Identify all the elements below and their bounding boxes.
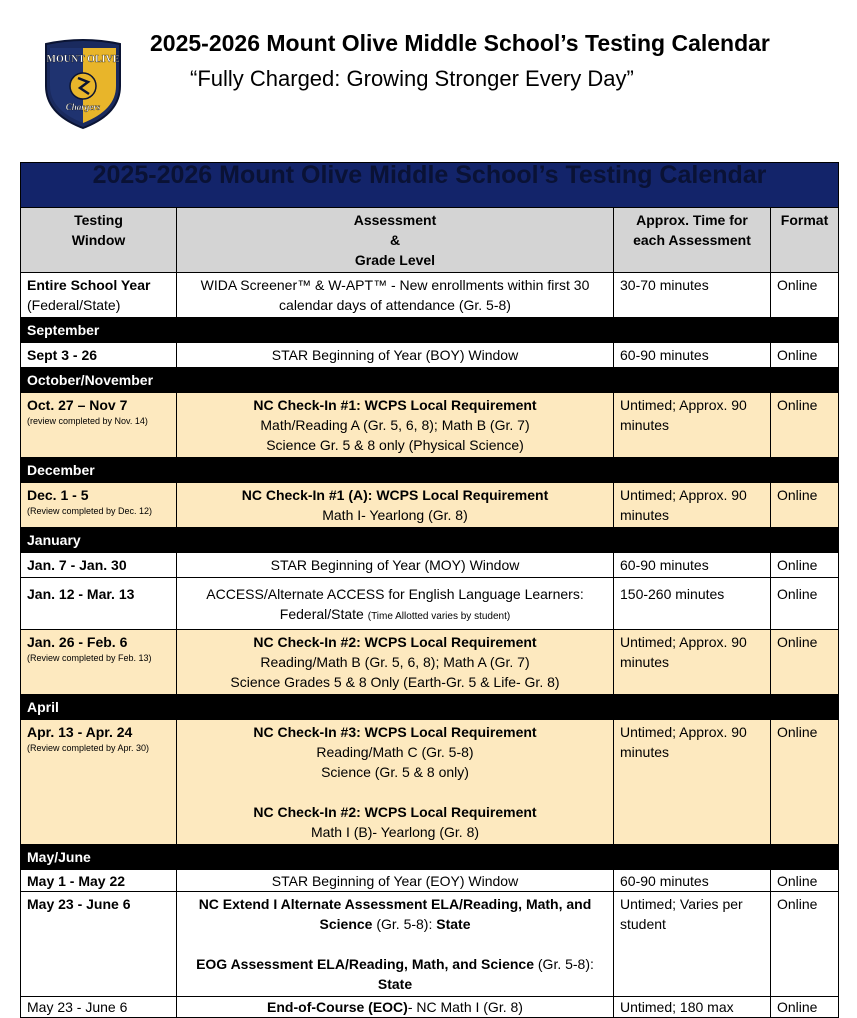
time-cell: Untimed; Approx. 90 minutes	[614, 720, 771, 845]
month-label: December	[21, 458, 839, 483]
assessment-cell: STAR Beginning of Year (EOY) Window	[177, 870, 614, 892]
window-note: (review completed by Nov. 14)	[27, 416, 148, 426]
assessment-line: Science (Gr. 5 & 8 only)	[321, 764, 469, 780]
header-format: Format	[771, 208, 839, 273]
month-row-april	[21, 695, 839, 720]
table-row	[21, 553, 839, 578]
month-label: May/June	[21, 845, 839, 870]
logo-text-top: MOUNT OLIVE	[46, 54, 120, 65]
testing-calendar-table	[20, 162, 839, 1018]
assessment-cell	[177, 720, 614, 845]
assessment-line: Reading/Math B (Gr. 5, 6, 8); Math A (Gr. 7)	[260, 654, 530, 670]
time-cell: Untimed; Approx. 90 minutes	[614, 393, 771, 458]
page-title: 2025-2026 Mount Olive Middle School’s Testing Calendar	[150, 30, 770, 56]
window-note: (Review completed by Apr. 30)	[27, 743, 150, 753]
assessment-line: Math I (B)- Yearlong (Gr. 8)	[310, 824, 480, 840]
header-window-line2: Window	[71, 232, 126, 248]
month-label: September	[21, 318, 839, 343]
table-banner: 2025-2026 Mount Olive Middle School’s Testing Calendar	[21, 163, 839, 208]
assessment-line: Science Gr. 5 & 8 only (Physical Science)	[266, 437, 524, 453]
assessment-cell: WIDA Screener™ & W-APT™ - New enrollments within first 30 calendar days of attendance (Gr. 5-8)	[177, 273, 614, 318]
table-row	[21, 630, 839, 695]
assessment-title: End-of-Course (EOC)	[267, 999, 408, 1015]
time-cell: Untimed; Varies per student	[614, 892, 771, 997]
window-cell: Oct. 27 – Nov 7	[27, 397, 128, 413]
school-logo-shield	[42, 38, 124, 130]
time-cell: Untimed; 180 max	[614, 997, 771, 1018]
header-time-line2: each Assessment	[633, 232, 751, 248]
assessment-title: NC Check-In #1: WCPS Local Requirement	[253, 397, 537, 413]
assessment-cell	[177, 892, 614, 997]
time-cell: 30-70 minutes	[614, 273, 771, 318]
window-cell: Sept 3 - 26	[21, 343, 177, 368]
format-cell: Online	[771, 393, 839, 458]
assessment-title: NC Check-In #2: WCPS Local Requirement	[253, 634, 537, 650]
assessment-cell	[177, 630, 614, 695]
month-label: April	[21, 695, 839, 720]
window-note: (Review completed by Dec. 12)	[27, 506, 153, 516]
assessment-line: Math/Reading A (Gr. 5, 6, 8); Math B (Gr. 7)	[260, 417, 530, 433]
window-cell: Jan. 12 - Mar. 13	[21, 578, 177, 630]
assessment-grade: (Gr. 5-8):	[534, 956, 594, 972]
month-row-october-november	[21, 368, 839, 393]
logo-text-bottom: Chargers	[65, 102, 101, 112]
time-cell: 150-260 minutes	[614, 578, 771, 630]
header-time-line1: Approx. Time for	[636, 212, 748, 228]
window-cell: Dec. 1 - 5	[27, 487, 89, 503]
format-cell: Online	[771, 892, 839, 997]
format-cell: Online	[771, 630, 839, 695]
format-cell: Online	[771, 343, 839, 368]
assessment-line: Science Grades 5 & 8 Only (Earth-Gr. 5 & Life- Gr. 8)	[230, 674, 560, 690]
table-row	[21, 393, 839, 458]
assessment-cell: STAR Beginning of Year (BOY) Window	[177, 343, 614, 368]
assessment-title: NC Check-In #2: WCPS Local Requirement	[253, 804, 537, 820]
assessment-level: State	[436, 916, 471, 932]
assessment-line: Math I- Yearlong (Gr. 8)	[322, 507, 468, 523]
table-header-row	[21, 208, 839, 273]
time-cell: Untimed; Approx. 90 minutes	[614, 483, 771, 528]
window-cell: Apr. 13 - Apr. 24	[27, 724, 133, 740]
assessment-cell	[177, 483, 614, 528]
assessment-title: EOG Assessment ELA/Reading, Math, and Science	[196, 956, 534, 972]
header-testing-window	[21, 208, 177, 273]
time-cell: Untimed; Approx. 90 minutes	[614, 630, 771, 695]
table-row	[21, 343, 839, 368]
format-cell: Online	[771, 720, 839, 845]
month-row-january	[21, 528, 839, 553]
format-cell: Online	[771, 870, 839, 892]
header-assessment-line3: Grade Level	[354, 252, 436, 268]
page-subtitle: “Fully Charged: Growing Stronger Every Day”	[190, 66, 634, 91]
header-assessment	[177, 208, 614, 273]
month-row-may-june	[21, 845, 839, 870]
assessment-cell: STAR Beginning of Year (MOY) Window	[177, 553, 614, 578]
assessment-title: NC Extend I Alternate Assessment ELA/Reading, Math, and Science	[198, 896, 592, 932]
format-cell: Online	[771, 553, 839, 578]
assessment-title: NC Check-In #1 (A): WCPS Local Requirement	[241, 487, 549, 503]
window-cell: May 23 - June 6	[21, 892, 177, 997]
table-row	[21, 483, 839, 528]
assessment-line: Federal/State	[279, 606, 364, 622]
assessment-line: ACCESS/Alternate ACCESS for English Language Learners:	[206, 586, 584, 602]
month-row-december	[21, 458, 839, 483]
window-note: (Federal/State)	[27, 297, 121, 313]
table-banner-row	[21, 163, 839, 208]
assessment-grade: (Gr. 5-8):	[372, 916, 437, 932]
assessment-note: (Time Allotted varies by student)	[367, 611, 511, 622]
table-row	[21, 870, 839, 892]
time-cell: 60-90 minutes	[614, 343, 771, 368]
table-row	[21, 720, 839, 845]
table-row	[21, 273, 839, 318]
assessment-cell	[177, 393, 614, 458]
window-note: (Review completed by Feb. 13)	[27, 653, 152, 663]
format-cell: Online	[771, 997, 839, 1018]
assessment-level: State	[377, 976, 413, 992]
window-cell: Entire School Year	[27, 277, 151, 293]
month-label: January	[21, 528, 839, 553]
format-cell: Online	[771, 483, 839, 528]
month-label: October/November	[21, 368, 839, 393]
table-row	[21, 578, 839, 630]
header-assessment-line1: Assessment	[353, 212, 437, 228]
month-row-september	[21, 318, 839, 343]
window-cell: May 1 - May 22	[21, 870, 177, 892]
table-row	[21, 892, 839, 997]
header-assessment-line2: &	[389, 232, 401, 248]
assessment-cell	[177, 578, 614, 630]
assessment-title: NC Check-In #3: WCPS Local Requirement	[253, 724, 537, 740]
format-cell: Online	[771, 273, 839, 318]
window-cell: May 23 - June 6	[21, 997, 177, 1018]
assessment-line: - NC Math I (Gr. 8)	[407, 999, 523, 1015]
assessment-line: Reading/Math C (Gr. 5-8)	[316, 744, 474, 760]
header-approx-time	[614, 208, 771, 273]
window-cell: Jan. 26 - Feb. 6	[27, 634, 128, 650]
header-window-line1: Testing	[74, 212, 123, 228]
time-cell: 60-90 minutes	[614, 553, 771, 578]
format-cell: Online	[771, 578, 839, 630]
window-cell: Jan. 7 - Jan. 30	[21, 553, 177, 578]
time-cell: 60-90 minutes	[614, 870, 771, 892]
